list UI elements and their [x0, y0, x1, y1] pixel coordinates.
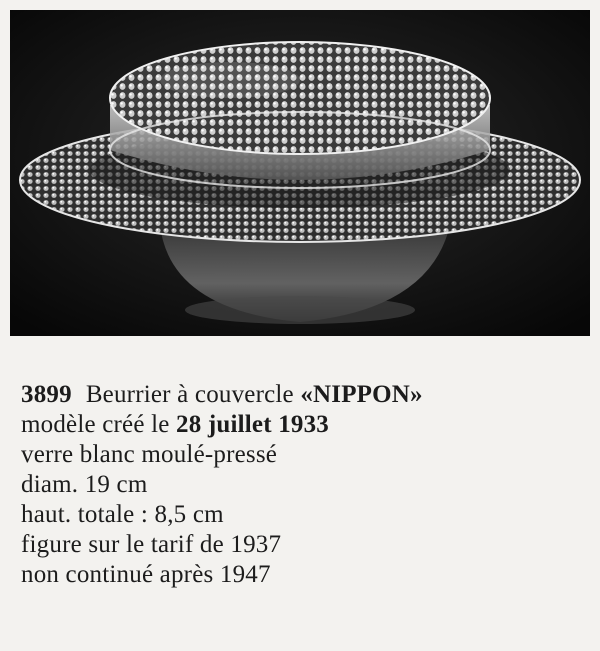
caption-line-title — [21, 380, 591, 410]
butter-dish-photo — [10, 10, 590, 336]
created-date: 28 juillet 1933 — [176, 411, 329, 438]
caption-line-discontinued: non continué après 1947 — [21, 561, 271, 588]
created-prefix: modèle créé le — [21, 411, 170, 438]
model-name: «NIPPON» — [300, 381, 423, 408]
caption-line-material: verre blanc moulé-pressé — [21, 441, 278, 468]
caption-line-diameter: diam. 19 cm — [21, 471, 148, 498]
caption-line-height: haut. totale : 8,5 cm — [21, 501, 224, 528]
caption-line-created — [21, 410, 591, 440]
caption-line-tariff: figure sur le tarif de 1937 — [21, 531, 282, 558]
catalog-caption — [21, 380, 591, 590]
title-prefix: Beurrier à couvercle — [85, 381, 294, 408]
catalog-number: 3899 — [21, 381, 72, 408]
